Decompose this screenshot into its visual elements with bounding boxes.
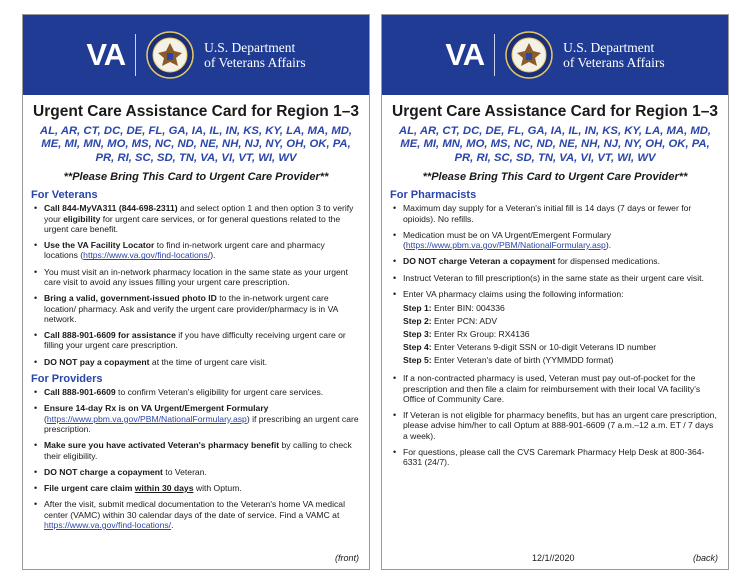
step-row: Step 3: Enter Rx Group: RX4136 — [403, 329, 530, 340]
list-item: • DO NOT charge a copayment to Veteran. — [44, 467, 361, 477]
va-logo: VA — [86, 34, 136, 76]
list-item: • DO NOT charge Veteran a copayment for dispensed medications. — [403, 256, 720, 266]
list-item: • If Veteran is not eligible for pharmacy benefits, but has an urgent care prescription, please advise him/her to call Optum at 888-901-6609 (7 a.m.–12 a.m. ET / 7 days a week). — [403, 410, 720, 441]
list-item: • Maximum day supply for a Veteran's initial fill is 14 days (7 days or fewer for opioids). No refills. — [403, 203, 720, 224]
list-item: • Bring a valid, government-issued photo ID to the in-network urgent care location/ pharmacy. Ask and verify the urgent care provider/pharmacy is in VA network. — [44, 293, 361, 324]
list-item: • Make sure you have activated Veteran's pharmacy benefit by calling to check their eligibility. — [44, 440, 361, 461]
facility-locator-link[interactable]: https://www.va.gov/find-locations/ — [83, 250, 211, 261]
department-name: U.S. Department of Veterans Affairs — [204, 40, 306, 70]
step-row: Step 2: Enter PCN: ADV — [403, 316, 498, 327]
va-seal-icon — [146, 31, 194, 79]
states-list: AL, AR, CT, DC, DE, FL, GA, IA, IL, IN, KS, KY, LA, MA, MD, ME, MI, MN, MO, MS, NC, ND, NE, NH, NJ, NY, OH, OK, PA, PR, RI, SC, SD, TN, VA, VI, VT, WI, WV — [39, 125, 353, 164]
va-banner — [382, 15, 728, 95]
veterans-heading: For Veterans — [31, 189, 98, 202]
step-row: Step 4: Enter Veterans 9-digit SSN or 10-digit Veterans ID number — [403, 342, 657, 353]
formulary-link[interactable]: https://www.pbm.va.gov/PBM/NationalFormulary.asp — [405, 240, 606, 251]
step-row: Step 5: Enter Veteran's date of birth (YYMMDD format) — [403, 355, 614, 366]
card-front — [22, 14, 370, 570]
card-back — [381, 14, 729, 570]
list-item: • Use the VA Facility Locator to find in-network urgent care and pharmacy locations (https://www.va.gov/find-locations/). — [44, 240, 361, 261]
list-item: • Call 888-901-6609 to confirm Veteran's eligibility for urgent care services. — [44, 387, 361, 397]
list-item: • DO NOT pay a copayment at the time of urgent care visit. — [44, 357, 361, 367]
list-item: • If a non-contracted pharmacy is used, Veteran must pay out-of-pocket for the prescription and then file a claim for reimbursement with their local VA facility's Office of Community Care. — [403, 373, 720, 404]
department-name: U.S. Department of Veterans Affairs — [563, 40, 665, 70]
list-item: • After the visit, submit medical documentation to the Veteran's home VA medical center (VAMC) within 30 calendar days of the date of service. Find a VAMC at https://www.va.gov/find-locations/. — [44, 499, 361, 530]
list-item: • Medication must be on VA Urgent/Emergent Formulary (https://www.pbm.va.gov/PBM/NationalFormulary.asp). — [403, 230, 720, 251]
va-logo: VA — [445, 34, 495, 76]
card-title: Urgent Care Assistance Card for Region 1–3 — [392, 103, 718, 120]
states-list: AL, AR, CT, DC, DE, FL, GA, IA, IL, IN, KS, KY, LA, MA, MD, ME, MI, MN, MO, MS, NC, ND, NE, NH, NJ, NY, OH, OK, PA, PR, RI, SC, SD, TN, VA, VI, VT, WI, WV — [398, 125, 712, 164]
list-item: • Instruct Veteran to fill prescription(s) in the same state as their urgent care visit. — [403, 273, 720, 283]
list-item: • Enter VA pharmacy claims using the following information: Step 1: Enter BIN: 004336 Step 2: Enter PCN: ADV Step 3: Enter Rx Group: RX4136 Step 4: Enter Veterans 9-digit SSN or 10-digit Veterans ID number Step 5: Enter Veteran's date of birth (YYMMDD format) — [403, 289, 720, 367]
list-item: • File urgent care claim within 30 days with Optum. — [44, 483, 361, 493]
providers-list — [31, 387, 361, 530]
bring-notice: **Please Bring This Card to Urgent Care Provider** — [422, 171, 688, 184]
providers-heading: For Providers — [31, 373, 103, 386]
formulary-link[interactable]: https://www.pbm.va.gov/PBM/NationalFormulary.asp — [46, 413, 247, 424]
list-item: • You must visit an in-network pharmacy location in the same state as your urgent care visit to avoid any issues filling your urgent care prescription. — [44, 267, 361, 288]
bring-notice: **Please Bring This Card to Urgent Care Provider** — [63, 171, 329, 184]
list-item: • Call 844-MyVA311 (844-698-2311) and select option 1 and then option 3 to verify your eligibility for urgent care services, or for general questions related to the urgent care benefit. — [44, 203, 361, 234]
card-date: 12/1//2020 — [532, 553, 575, 563]
claim-steps — [403, 302, 720, 367]
pharmacists-list — [390, 203, 720, 467]
list-item: • Ensure 14-day Rx is on VA Urgent/Emergent Formulary (https://www.pbm.va.gov/PBM/NationalFormulary.asp) if prescribing an urgent care prescription. — [44, 403, 361, 434]
list-item: • For questions, please call the CVS Caremark Pharmacy Help Desk at 800-364-6331 (24/7). — [403, 447, 720, 468]
step-row: Step 1: Enter BIN: 004336 — [403, 303, 505, 314]
back-side-label: (back) — [692, 553, 718, 563]
va-banner — [23, 15, 369, 95]
card-title: Urgent Care Assistance Card for Region 1–3 — [33, 103, 359, 120]
pharmacists-heading: For Pharmacists — [390, 189, 477, 202]
veterans-list — [31, 203, 361, 367]
find-vamc-link[interactable]: https://www.va.gov/find-locations/ — [44, 520, 172, 531]
va-seal-icon — [505, 31, 553, 79]
front-side-label: (front) — [334, 553, 359, 563]
list-item: • Call 888-901-6609 for assistance if you have difficulty receiving urgent care or filling your urgent care prescription. — [44, 330, 361, 351]
